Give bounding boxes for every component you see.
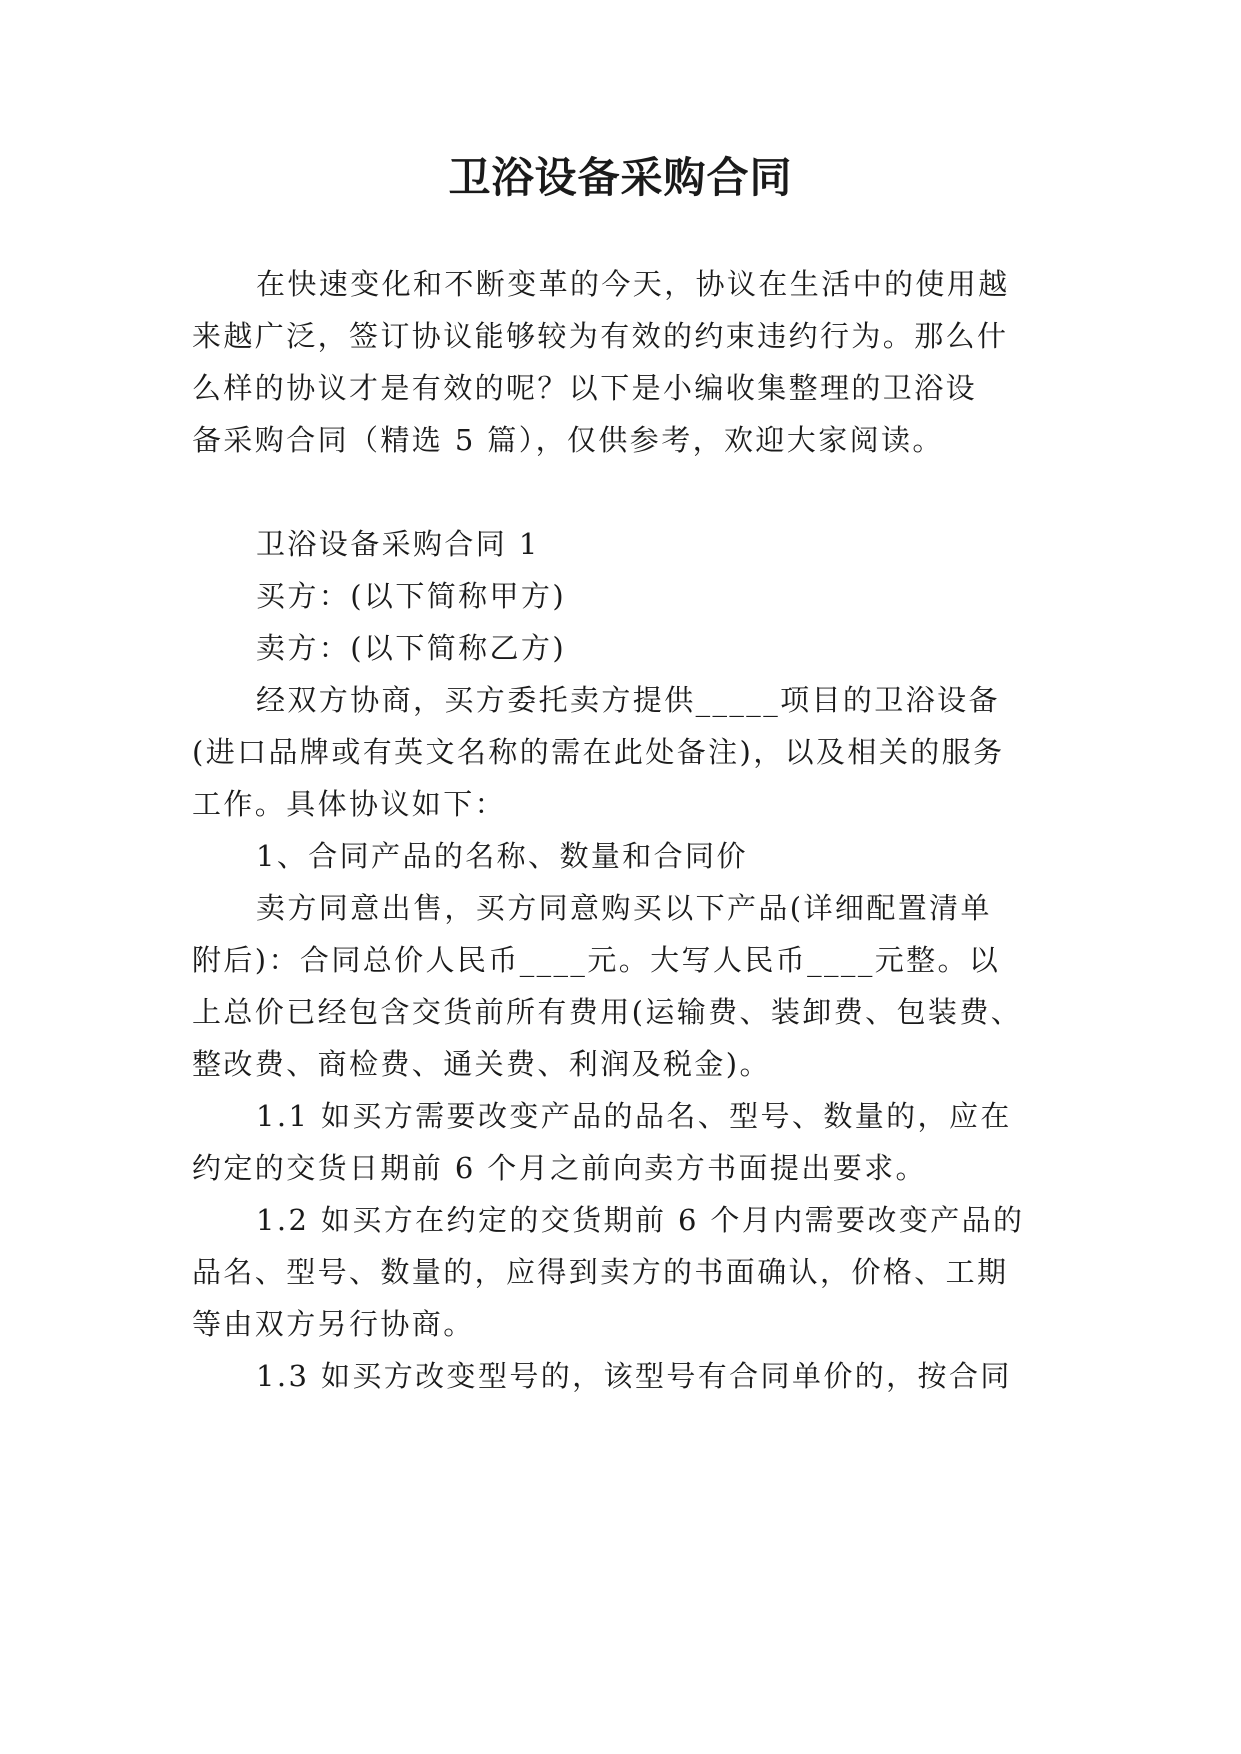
clause-heading: 1、合同产品的名称、数量和合同价 (256, 839, 748, 873)
body-line: 品名、型号、数量的，应得到卖方的书面确认，价格、工期 (192, 1255, 1009, 1289)
body-line: 整改费、商检费、通关费、利润及税金)。 (192, 1047, 771, 1081)
body-line: 等由双方另行协商。 (192, 1307, 475, 1341)
body-line: (进口品牌或有英文名称的需在此处备注)，以及相关的服务 (192, 735, 1005, 769)
section-heading: 卫浴设备采购合同 1 (256, 527, 540, 561)
seller-line: 卖方：(以下简称乙方) (256, 631, 567, 665)
document-title: 卫浴设备采购合同 (448, 153, 793, 202)
intro-line: 备采购合同（精选 5 篇），仅供参考，欢迎大家阅读。 (192, 423, 944, 457)
body-line: 上总价已经包含交货前所有费用(运输费、装卸费、包装费、 (192, 995, 1023, 1029)
body-line: 工作。具体协议如下： (192, 787, 507, 821)
body-line: 附后)：合同总价人民币____元。大写人民币____元整。以 (192, 943, 1001, 977)
body-line: 卖方同意出售，买方同意购买以下产品(详细配置清单 (256, 891, 992, 925)
body-line: 约定的交货日期前 6 个月之前向卖方书面提出要求。 (192, 1151, 927, 1185)
intro-line: 来越广泛，签订协议能够较为有效的约束违约行为。那么什 (192, 319, 1009, 353)
buyer-line: 买方：(以下简称甲方) (256, 579, 567, 613)
clause-line: 1.2 如买方在约定的交货期前 6 个月内需要改变产品的 (256, 1203, 1025, 1237)
body-line: 经双方协商，买方委托卖方提供_____项目的卫浴设备 (256, 683, 1000, 717)
clause-line: 1.3 如买方改变型号的，该型号有合同单价的，按合同 (256, 1359, 1012, 1393)
intro-line: 在快速变化和不断变革的今天，协议在生活中的使用越 (256, 267, 1010, 301)
intro-line: 么样的协议才是有效的呢？以下是小编收集整理的卫浴设 (192, 371, 978, 405)
clause-line: 1.1 如买方需要改变产品的品名、型号、数量的，应在 (256, 1099, 1012, 1133)
